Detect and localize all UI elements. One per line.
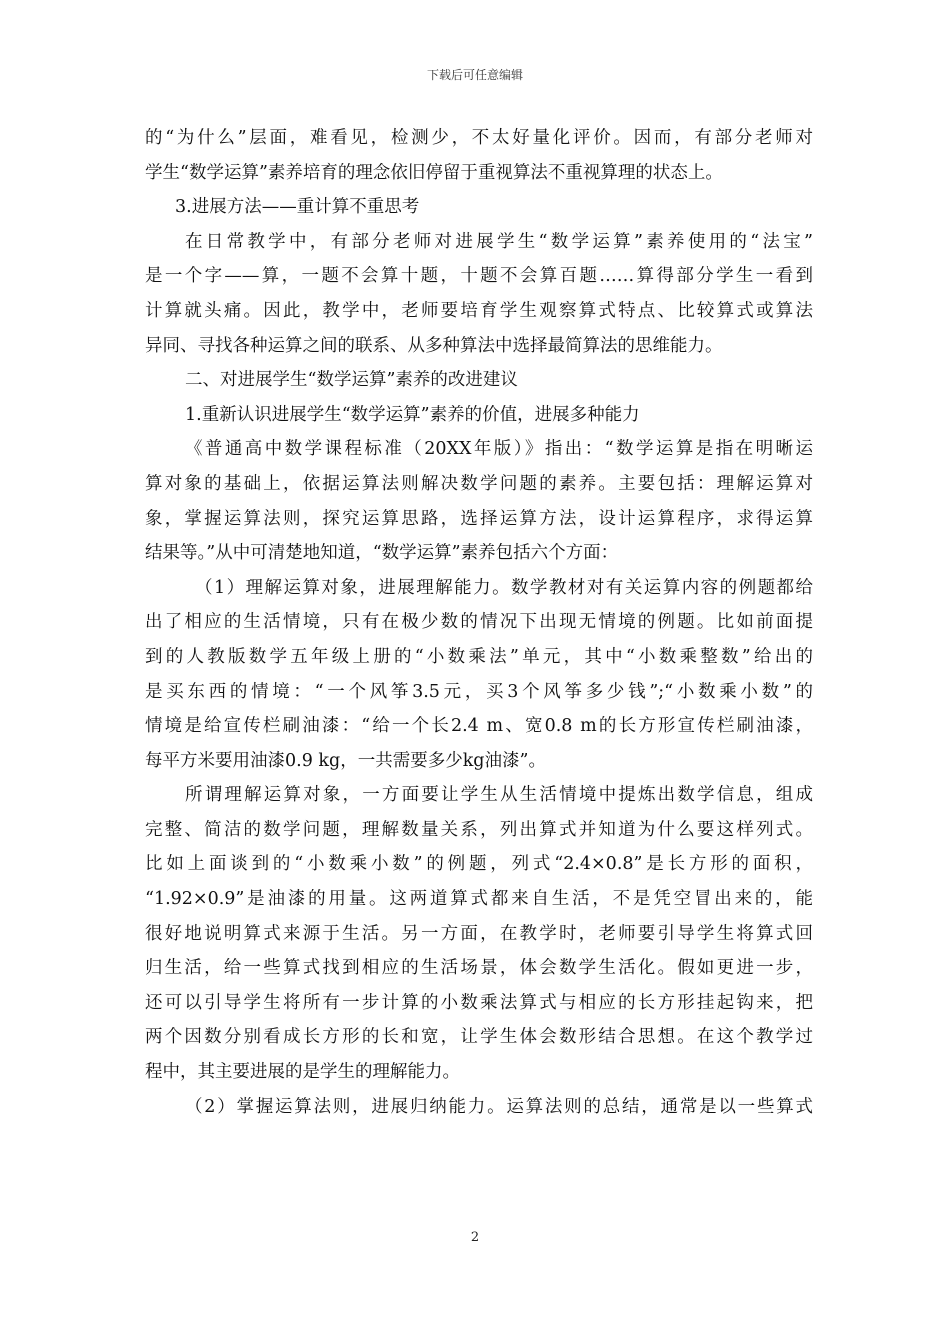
text-line: 还可以引导学生将所有一步计算的小数乘法算式与相应的长方形挂起钩来，把 xyxy=(145,992,813,1013)
text-line: 《普通高中数学课程标准（20XX年版）》指出：“数学运算是指在明晰运 xyxy=(185,439,813,460)
text-line: 在日常教学中，有部分老师对进展学生“数学运算”素养使用的“法宝” xyxy=(185,231,813,252)
text-line: 象，掌握运算法则，探究运算思路，选择运算方法，设计运算程序，求得运算 xyxy=(145,508,813,529)
text-line: 结果等。”从中可清楚地知道，“数学运算”素养包括六个方面： xyxy=(145,543,619,564)
text-line: 出了相应的生活情境，只有在极少数的情况下出现无情境的例题。比如前面提 xyxy=(145,612,813,633)
text-line: “1.92×0.9”是油漆的用量。这两道算式都来自生活，不是凭空冒出来的，能 xyxy=(145,889,813,910)
text-line: 两个因数分别看成长方形的长和宽，让学生体会数形结合思想。在这个教学过 xyxy=(145,1027,813,1048)
document-body xyxy=(145,121,813,1124)
text-line: 完整、简洁的数学问题，理解数量关系，列出算式并知道为什么要这样列式。 xyxy=(145,819,813,840)
text-line: 每平方米要用油漆0.9 kg，一共需要多少kg油漆”。 xyxy=(145,750,546,771)
text-line: 是一个字——算，一题不会算十题，十题不会算百题……算得部分学生一看到 xyxy=(145,266,813,287)
text-line: （2）掌握运算法则，进展归纳能力。运算法则的总结，通常是以一些算式 xyxy=(185,1096,813,1117)
text-line: 是买东西的情境：“一个风筝3.5元，买3个风筝多少钱”;“小数乘小数”的 xyxy=(145,681,813,702)
text-line: （1）理解运算对象，进展理解能力。数学教材对有关运算内容的例题都给 xyxy=(195,577,813,598)
page-number: 2 xyxy=(470,1230,480,1245)
section-heading: 二、对进展学生“数学运算”素养的改进建议 xyxy=(185,370,518,391)
section-heading: 3.进展方法——重计算不重思考 xyxy=(175,197,420,218)
text-line: 算对象的基础上，依据运算法则解决数学问题的素养。主要包括：理解运算对 xyxy=(145,473,813,494)
text-line: 计算就头痛。因此，教学中，老师要培育学生观察算式特点、比较算式或算法 xyxy=(145,300,813,321)
text-line: 比如上面谈到的“小数乘小数”的例题，列式“2.4×0.8”是长方形的面积， xyxy=(145,854,813,875)
text-line: 情境是给宣传栏刷油漆：“给一个长2.4 m、宽0.8 m的长方形宣传栏刷油漆， xyxy=(145,716,813,737)
text-line: 学生“数学运算”素养培育的理念依旧停留于重视算法不重视算理的状态上。 xyxy=(145,162,723,183)
text-line: 到的人教版数学五年级上册的“小数乘法”单元，其中“小数乘整数”给出的 xyxy=(145,646,813,667)
text-line: 所谓理解运算对象，一方面要让学生从生活情境中提炼出数学信息，组成 xyxy=(185,785,813,806)
text-line: 很好地说明算式来源于生活。另一方面，在教学时，老师要引导学生将算式回 xyxy=(145,923,813,944)
text-line: 的“为什么”层面，难看见，检测少，不太好量化评价。因而，有部分老师对 xyxy=(145,128,813,148)
text-line: 程中，其主要进展的是学生的理解能力。 xyxy=(145,1062,460,1083)
text-line: 归生活，给一些算式找到相应的生活场景，体会数学生活化。假如更进一步， xyxy=(145,958,813,979)
text-line: 异同、寻找各种运算之间的联系、从多种算法中选择最简算法的思维能力。 xyxy=(145,335,723,356)
page-header: 下载后可任意编辑 xyxy=(426,68,523,82)
section-heading: 1.重新认识进展学生“数学运算”素养的价值，进展多种能力 xyxy=(185,404,640,425)
